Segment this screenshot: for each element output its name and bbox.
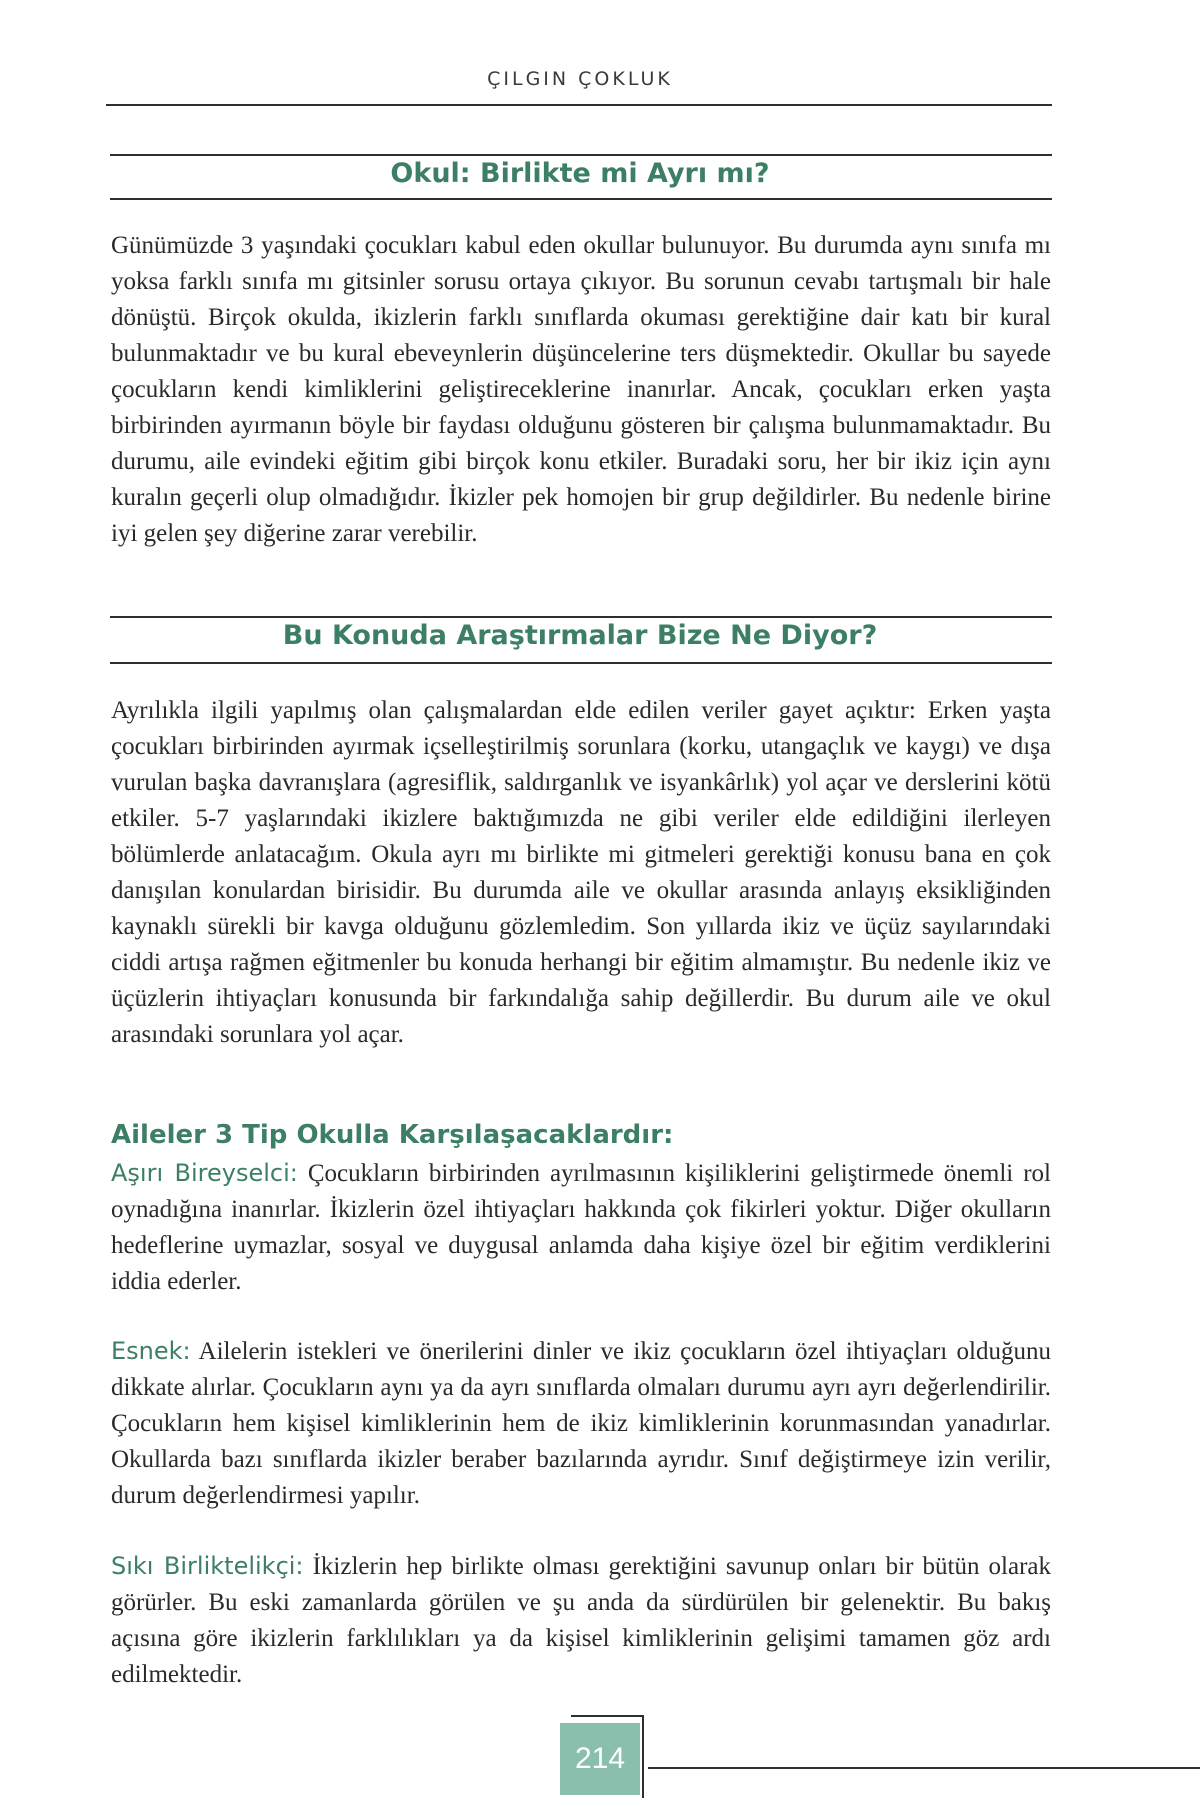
section1-bottom-rule [110,198,1052,200]
section1-title: Okul: Birlikte mi Ayrı mı? [390,158,770,189]
school-type-item-3 [111,1548,1051,1693]
school-type-text: Çocukların birbirinden ayrılmasının kişiliklerini geliştirmede önemli rol oynadığına inanırlar. İkizlerin özel ihtiyaçları hakkında çok fikirleri yoktur. Diğer okulların hedeflerine uymazlar, sosyal ve duygusal anlamda daha kişiye özel bir eğitim verdiklerini iddia ederler. [111,1160,1051,1295]
school-types-heading: Aileler 3 Tip Okulla Karşılaşacaklardır: [111,1120,674,1150]
school-type-term: Esnek: [111,1337,191,1365]
section2-bottom-rule [110,662,1052,664]
page-number: 214 [560,1723,640,1795]
school-type-text: Ailelerin istekleri ve önerilerini dinler ve ikiz çocukların özel ihtiyaçları olduğunu dikkate alırlar. Çocukların aynı ya da ayrı sınıflarda olmaları durumu ayrı ayrı değerlendirilir. Çocukların hem kişisel kimliklerinin hem de ikiz kimliklerinin korunmasından yanadırlar. Okullarda bazı sınıflarda ikizler beraber bazılarında ayrıdır. Sınıf değiştirmeye izin verilir, durum değerlendirmesi yapılır. [111,1338,1051,1509]
school-type-paragraph [111,1333,1051,1514]
section2-paragraph: Ayrılıkla ilgili yapılmış olan çalışmalardan elde edilen veriler gayet açıktır: Erken yaşta çocukları birbirinden ayırmak içselleştirilmiş sorunlara (korku, utangaçlık ve kaygı) ve dışa vurulan başka davranışlara (agresiflik, saldırganlık ve isyankârlık) yol açar ve derslerini kötü etkiler. 5-7 yaşlarındaki ikizlere baktığımızda ne gibi veriler elde edildiğini ilerleyen bölümlerde anlatacağım. Okula ayrı mı birlikte mi gitmeleri gerektiği konusu bana en çok danışılan konulardan birisidir. Bu durumda aile ve okullar arasında anlayış eksikliğinden kaynaklı sürekli bir kavga olduğunu gözlemledim. Son yıllarda ikiz ve üçüz sayılarındaki ciddi artışa rağmen eğitmenler bu konuda herhangi bir eğitim almamıştır. Bu nedenle ikiz ve üçüzlerin ihtiyaçları konusunda bir farkındalığa sahip değillerdir. Bu durum aile ve okul arasındaki sorunlara yol açar. [111,697,1051,1048]
school-type-text: İkizlerin hep birlikte olması gerektiğini savunup onları bir bütün olarak görürler. Bu eski zamanlarda görülen ve şu anda da sürdürülen bir gelenektir. Bu bakış açısına göre ikizlerin farklılıkları ya da kişisel kimliklerinin gelişimi tamamen göz ardı edilmektedir. [111,1553,1051,1688]
school-type-paragraph [111,1548,1051,1693]
running-header: ÇILGIN ÇOKLUK [487,68,673,90]
school-type-paragraph [111,1155,1051,1300]
footer-rule [648,1767,1200,1769]
school-type-term: Sıkı Birliktelikçi: [111,1552,304,1580]
school-type-item-2 [111,1333,1051,1514]
school-type-term: Aşırı Bireyselci: [111,1159,298,1187]
section1-body [111,228,1051,552]
section2-body [111,693,1051,1053]
section1-paragraph: Günümüzde 3 yaşındaki çocukları kabul eden okullar bulunuyor. Bu durumda aynı sınıfa mı yoksa farklı sınıfa mı gitsinler sorusu ortaya çıkıyor. Bu sorunun cevabı tartışmalı bir hale dönüştü. Birçok okulda, ikizlerin farklı sınıflarda okuması gerektiğine dair katı bir kural bulunmaktadır ve bu kural ebeveynlerin düşüncelerine ters düşmektedir. Okullar bu sayede çocukların kendi kimliklerini geliştireceklerine inanırlar. Ancak, çocukları erken yaşta birbirinden ayırmanın böyle bir faydası olduğunu gösteren bir çalışma bulunmamaktadır. Bu durumu, aile evindeki eğitim gibi birçok konu etkiler. Buradaki soru, her bir ikiz için aynı kuralın geçerli olup olmadığıdır. İkizler pek homojen bir grup değildirler. Bu nedenle birine iyi gelen şey diğerine zarar verebilir. [111,232,1051,547]
section2-top-rule [110,616,1052,618]
header-rule [106,104,1052,106]
section1-top-rule [110,154,1052,156]
section2-title: Bu Konuda Araştırmalar Bize Ne Diyor? [282,620,878,651]
school-type-item-1 [111,1155,1051,1300]
